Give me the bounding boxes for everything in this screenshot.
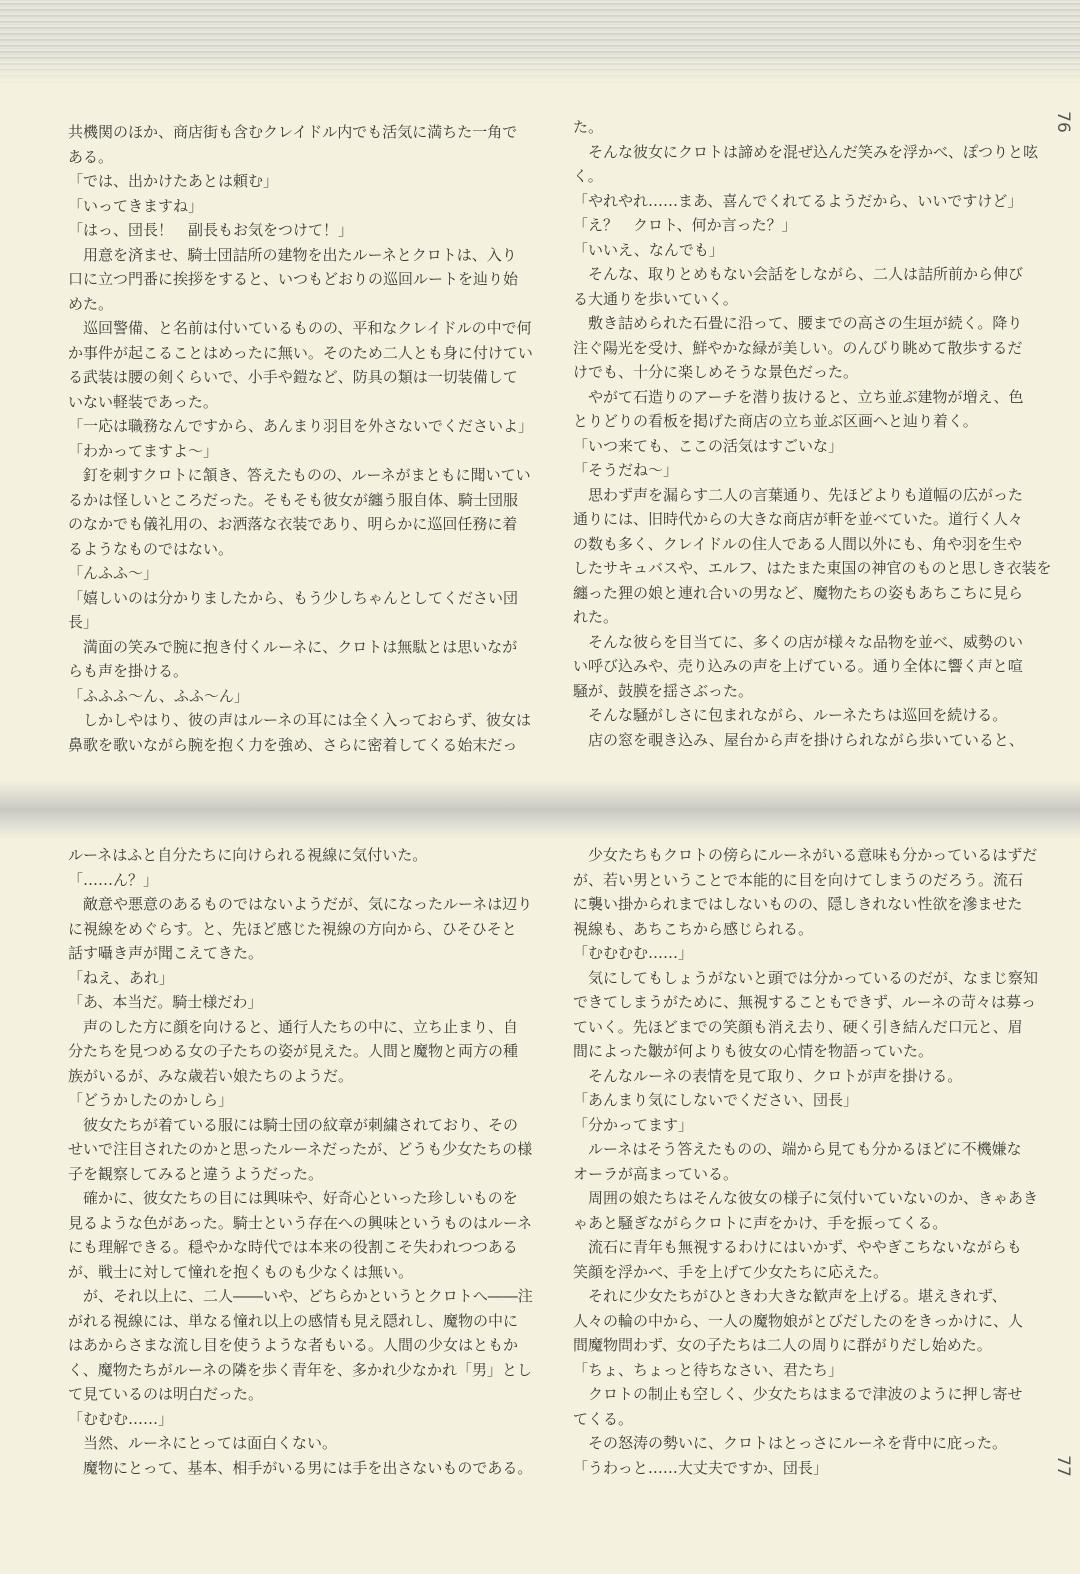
text-line: はあからさまな流し目を使うような者もいる。人間の少女はともか bbox=[68, 1336, 519, 1354]
text-line: 間によった皺が何よりも彼女の心情を物語っていた。 bbox=[573, 1042, 934, 1060]
text-line: る大通りを歩いていく。 bbox=[573, 289, 738, 308]
text-line: めた。 bbox=[68, 294, 114, 313]
text-line: 纏った狸の娘と連れ合いの男など、魔物たちの姿もあちこちに見ら bbox=[573, 583, 1024, 602]
text-line: が、若い男ということで本能的に目を向けてしまうのだろう。流石 bbox=[573, 870, 1024, 889]
text-line: 分たちを見つめる女の子たちの姿が見えた。人間と魔物と両方の種 bbox=[68, 1042, 519, 1060]
text-line: 人々の輪の中から、一人の魔物娘がとびだしたのをきっかけに、人 bbox=[573, 1311, 1024, 1330]
text-line: にも理解できる。穏やかな時代では本来の役割こそ失われつつある bbox=[68, 1238, 518, 1256]
text-line: 「あ、本当だ。騎士様だわ」 bbox=[68, 993, 263, 1011]
text-line: 「……ん？」 bbox=[68, 870, 159, 889]
text-line: そんな騒がしさに包まれながら、ルーネたちは巡回を続ける。 bbox=[573, 706, 1008, 724]
text-line: 店の窓を覗き込み、屋台から声を掛けられながら歩いていると、 bbox=[573, 730, 1024, 749]
text-line: 「うわっと……大丈夫ですか、団長」 bbox=[573, 1458, 828, 1477]
text-line: 流石に青年も無視するわけにはいかず、ややぎこちないながらも bbox=[573, 1238, 1022, 1256]
text-line: 「ふふふ～ん、ふふ～ん」 bbox=[68, 686, 249, 705]
text-line: 「分かってます」 bbox=[573, 1115, 694, 1134]
text-line: 「はっ、団長！ 副長もお気をつけて！」 bbox=[68, 221, 354, 239]
text-line: そんなルーネの表情を見て取り、クロトが声を掛ける。 bbox=[573, 1066, 963, 1085]
text-line: 長」 bbox=[68, 613, 99, 631]
text-line: く、魔物たちがルーネの隣を歩く青年を、多かれ少なかれ「男」とし bbox=[68, 1360, 532, 1379]
text-line: やがて石造りのアーチを潜り抜けると、立ち並ぶ建物が増え、色 bbox=[573, 387, 1024, 406]
text-line: 「どうかしたのかしら」 bbox=[68, 1091, 234, 1109]
text-line: いない軽装であった。 bbox=[68, 392, 218, 411]
book-gutter bbox=[0, 780, 1080, 840]
text-line: ある。 bbox=[68, 147, 114, 166]
text-line: らも声を掛ける。 bbox=[68, 662, 189, 680]
text-line: 気にしてもしょうがないと頭では分かっているのだが、なまじ察知 bbox=[573, 968, 1039, 987]
text-line: 通りには、旧時代からの大きな商店が軒を並べていた。道行く人々 bbox=[573, 510, 1024, 528]
text-line: る武装は腰の剣くらいで、小手や鎧など、防具の類は一切装備して bbox=[68, 368, 518, 386]
text-line: その怒涛の勢いに、クロトはとっさにルーネを背中に庇った。 bbox=[573, 1434, 1007, 1452]
text-line: く。 bbox=[573, 167, 603, 185]
text-line: 当然、ルーネにとっては面白くない。 bbox=[68, 1434, 337, 1452]
text-line: 用意を済ませ、騎士団詰所の建物を出たルーネとクロトは、入り bbox=[68, 245, 517, 264]
text-line: 敷き詰められた石畳に沿って、腰までの高さの生垣が続く。降り bbox=[573, 314, 1023, 332]
text-line: せいで注目されたのかと思ったルーネだったが、どうも少女たちの様 bbox=[68, 1140, 533, 1158]
text-line: 魔物にとって、基本、相手がいる男には手を出さないものである。 bbox=[68, 1458, 533, 1477]
text-line: 敵意や悪意のあるものではないようだが、気になったルーネは辺り bbox=[68, 895, 533, 913]
text-line: 「え？ クロト、何か言った？」 bbox=[573, 216, 797, 234]
text-line: 騒が、鼓膜を揺さぶった。 bbox=[573, 681, 754, 700]
page-76-text-block-2 bbox=[573, 115, 1063, 752]
page-number-77: 77 bbox=[1052, 1455, 1073, 1477]
text-line: い呼び込みや、売り込みの声を上げている。通り全体に響く声と喧 bbox=[573, 657, 1023, 675]
text-line: ルーネはふと自分たちに向けられる視線に気付いた。 bbox=[68, 846, 428, 864]
text-line: 巡回警備、と名前は付いているものの、平和なクレイドルの中で何 bbox=[68, 319, 532, 337]
text-line: 「ちょ、ちょっと待ちなさい、君たち」 bbox=[573, 1360, 844, 1379]
page-edges bbox=[0, 0, 1080, 85]
text-line: 見るような色があった。騎士という存在への興味というものはルーネ bbox=[68, 1213, 533, 1232]
text-line: 族がいるが、みな歳若い娘たちのようだ。 bbox=[68, 1066, 354, 1085]
page-number-76: 76 bbox=[1052, 111, 1073, 133]
text-line: 彼女たちが着ている服には騎士団の紋章が刺繍されており、その bbox=[68, 1115, 519, 1134]
text-line: に視線をめぐらす。と、先ほど感じた視線の方向から、ひそひそと bbox=[68, 919, 517, 938]
text-line: が、戦士に対して憧れを抱くものも少なくは無い。 bbox=[68, 1262, 414, 1281]
text-line: 「あんまり気にしないでください、団長」 bbox=[573, 1091, 859, 1109]
text-line: れた。 bbox=[573, 608, 619, 626]
text-line: 話す囁き声が聞こえてきた。 bbox=[68, 944, 264, 962]
text-line: ていく。先ほどまでの笑顔も消え去り、硬く引き結んだ口元と、眉 bbox=[573, 1017, 1023, 1036]
text-line: ルーネはそう答えたものの、端から見ても分かるほどに不機嫌な bbox=[573, 1140, 1022, 1158]
text-line: 子を観察してみると違うようだった。 bbox=[68, 1164, 324, 1183]
text-line: 口に立つ門番に挨拶をすると、いつもどおりの巡回ルートを辿り始 bbox=[68, 270, 519, 288]
text-line: 笑顔を浮かべ、手を上げて少女たちに応えた。 bbox=[573, 1262, 889, 1281]
text-line: の数も多く、クレイドルの住人である人間以外にも、角や羽を生や bbox=[573, 534, 1022, 553]
text-line: 視線も、あちこちから感じられる。 bbox=[573, 919, 814, 938]
text-line: そんな彼女にクロトは諦めを混ぜ込んだ笑みを浮かべ、ぽつりと呟 bbox=[573, 142, 1039, 161]
text-line: ゃあと騒ぎながらクロトに声をかけ、手を振ってくる。 bbox=[573, 1213, 948, 1232]
text-line: 思わず声を漏らす二人の言葉通り、先ほどよりも道幅の広がった bbox=[573, 485, 1024, 504]
text-line: しかしやはり、彼の声はルーネの耳には全く入っておらず、彼女は bbox=[68, 711, 532, 729]
text-line: 確かに、彼女たちの目には興味や、好奇心といった珍しいものを bbox=[68, 1189, 518, 1207]
page-77-text-block-2 bbox=[573, 843, 1063, 1480]
text-line: 「いってきますね」 bbox=[68, 196, 204, 215]
text-line: 釘を刺すクロトに頷き、答えたものの、ルーネがまともに聞いてい bbox=[68, 466, 531, 484]
text-line: それに少女たちがひときわ大きな歓声を上げる。堪えきれず、 bbox=[573, 1287, 1007, 1305]
text-line: 鼻歌を歌いながら腕を抱く力を強め、さらに密着してくる始末だっ bbox=[68, 735, 518, 754]
text-line: 「いつ来ても、ここの活気はすごいな」 bbox=[573, 436, 844, 455]
text-line: 「では、出かけたあとは頼む」 bbox=[68, 172, 279, 190]
text-line: 「嬉しいのは分かりましたから、もう少しちゃんとしてください団 bbox=[68, 588, 519, 607]
text-line: 共機関のほか、商店街も含むクレイドル内でも活気に満ちた一角で bbox=[68, 123, 518, 141]
text-line: 「んふふ～」 bbox=[68, 564, 159, 582]
text-line: 少女たちもクロトの傍らにルーネがいる意味も分かっているはずだ bbox=[573, 846, 1038, 864]
page-76-text-block-1 bbox=[68, 120, 558, 757]
text-line: オーラが高まっている。 bbox=[573, 1164, 739, 1183]
text-line: そんな彼らを目当てに、多くの店が様々な品物を並べ、威勢のい bbox=[573, 632, 1024, 651]
text-line: のなかでも儀礼用の、お洒落な衣装であり、明らかに巡回任務に着 bbox=[68, 515, 518, 533]
text-line: 「一応は職務なんですから、あんまり羽目を外さないでくださいよ」 bbox=[68, 417, 534, 435]
text-line: 注ぐ陽光を受け、鮮やかな緑が美しい。のんびり眺めて散歩するだ bbox=[573, 338, 1023, 357]
text-line: したサキュバスや、エルフ、はたまた東国の神官のものと思しき衣装を bbox=[573, 559, 1052, 577]
text-line: るかは怪しいところだった。そもそも彼女が纏う服自体、騎士団服 bbox=[68, 490, 519, 509]
text-line: てくる。 bbox=[573, 1409, 634, 1428]
text-line: そんな、取りとめもない会話をしながら、二人は詰所前から伸び bbox=[573, 265, 1024, 283]
text-line: 「むむむむ……」 bbox=[573, 944, 694, 962]
text-line: 「そうだね～」 bbox=[573, 461, 679, 479]
text-line: が、それ以上に、二人――いや、どちらかというとクロトへ――注 bbox=[68, 1287, 533, 1305]
text-line: 満面の笑みで腕に抱き付くルーネに、クロトは無駄とは思いなが bbox=[68, 637, 518, 656]
text-line: た。 bbox=[573, 118, 604, 136]
text-line: か事件が起こることはめったに無い。そのため二人とも身に付けてい bbox=[68, 343, 533, 362]
text-line: るようなものではない。 bbox=[68, 539, 234, 558]
text-line: 「いいえ、なんでも」 bbox=[573, 240, 724, 259]
text-line: とりどりの看板を掲げた商店の立ち並ぶ区画へと辿り着く。 bbox=[573, 412, 978, 430]
text-line: て見ているのは明白だった。 bbox=[68, 1385, 264, 1403]
text-line: 「わかってますよ～」 bbox=[68, 441, 219, 460]
text-line: クロトの制止も空しく、少女たちはまるで津波のように押し寄せ bbox=[573, 1385, 1023, 1403]
text-line: 周囲の娘たちはそんな彼女の様子に気付いていないのか、きゃあき bbox=[573, 1189, 1039, 1207]
text-line: 「やれやれ……まあ、喜んでくれてるようだから、いいですけど」 bbox=[573, 191, 1023, 210]
text-line: できてしまうがために、無視することもできず、ルーネの苛々は募っ bbox=[573, 993, 1037, 1011]
text-line: けでも、十分に楽しめそうな景色だった。 bbox=[573, 363, 859, 381]
page-77-text-block-1 bbox=[68, 843, 558, 1480]
text-line: 間魔物問わず、女の子たちは二人の周りに群がりだし始めた。 bbox=[573, 1336, 992, 1354]
text-line: に襲い掛かられまではしないものの、隠しきれない性欲を滲ませた bbox=[573, 895, 1023, 913]
text-line: 声のした方に顔を向けると、通行人たちの中に、立ち止まり、自 bbox=[68, 1017, 519, 1036]
text-line: 「むむむ……」 bbox=[68, 1409, 174, 1428]
text-line: 「ねえ、あれ」 bbox=[68, 968, 174, 987]
text-line: がれる視線には、単なる憧れ以上の感情も見え隠れし、魔物の中に bbox=[68, 1311, 519, 1330]
